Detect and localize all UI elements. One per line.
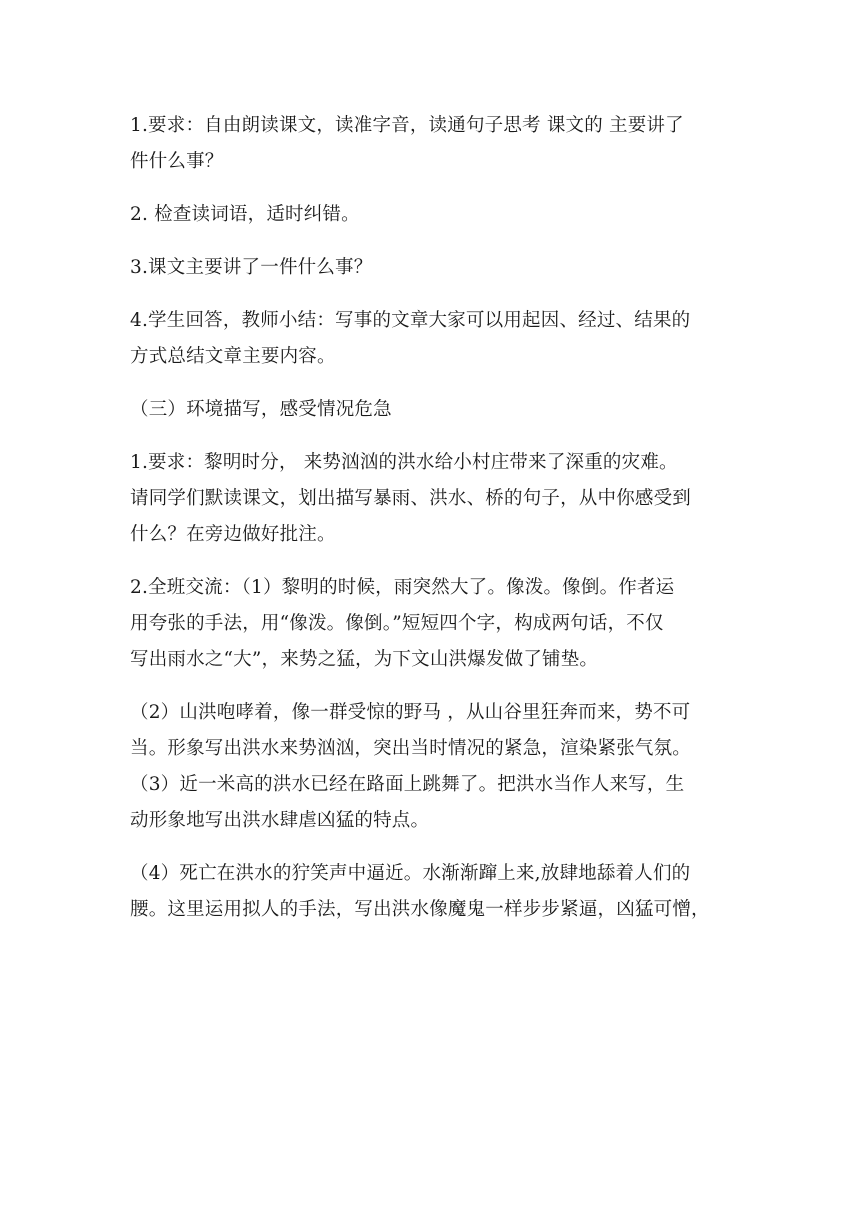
paragraph-silent-reading-task xyxy=(130,445,730,553)
text-line: 腰。这里运用拟人的手法，写出洪水像魔鬼一样步步紧逼，凶猛可憎， xyxy=(130,899,710,920)
text-line: 2. 检查读词语，适时纠错。 xyxy=(130,204,360,225)
text-line: 3.课文主要讲了一件什么事？ xyxy=(130,257,373,278)
text-line: 4.学生回答，教师小结：写事的文章大家可以用起因、经过、结果的 xyxy=(130,310,691,331)
text-line: 方式总结文章主要内容。 xyxy=(130,346,336,367)
text-line: （4）死亡在洪水的狞笑声中逼近。水渐渐蹿上来,放肆地舔着人们的 xyxy=(130,863,691,884)
text-line: （三）环境描写，感受情况危急 xyxy=(130,399,392,420)
text-line: 什么？在旁边做好批注。 xyxy=(130,524,336,545)
paragraph-class-discussion-1 xyxy=(130,570,730,678)
paragraph-teacher-summary xyxy=(130,303,730,375)
text-line: （3）近一米高的洪水已经在路面上跳舞了。把洪水当作人来写，生 xyxy=(130,774,685,795)
text-line: （2）山洪咆哮着，像一群受惊的野马 ，从山谷里狂奔而来，势不可 xyxy=(130,702,691,723)
text-line: 动形象地写出洪水肆虐凶猛的特点。 xyxy=(130,810,430,831)
text-line: 1.要求：自由朗读课文，读准字音，读通句子思考 课文的 主要讲了 xyxy=(130,115,684,136)
text-line: 用夸张的手法，用“像泼。像倒。”短短四个字，构成两句话，不仅 xyxy=(130,613,664,634)
text-line: 件什么事？ xyxy=(130,151,224,172)
text-line: 写出雨水之“大”，来势之猛，为下文山洪爆发做了铺垫。 xyxy=(130,649,599,670)
text-line: 请同学们默读课文，划出描写暴雨、洪水、桥的句子，从中你感受到 xyxy=(130,488,692,509)
paragraph-word-check xyxy=(130,197,730,233)
document-body xyxy=(130,108,730,928)
paragraph-main-event-question xyxy=(130,250,730,286)
paragraph-discussion-3 xyxy=(130,767,730,839)
paragraph-discussion-4 xyxy=(130,856,730,928)
section-heading-environment xyxy=(130,392,730,428)
text-line: 当。形象写出洪水来势汹汹，突出当时情况的紧急，渲染紧张气氛。 xyxy=(130,738,692,759)
text-line: 1.要求：黎明时分， 来势汹汹的洪水给小村庄带来了深重的灾难。 xyxy=(130,452,678,473)
paragraph-reading-requirement xyxy=(130,108,730,180)
paragraph-discussion-2 xyxy=(130,695,730,767)
text-line: 2.全班交流：（1）黎明的时候，雨突然大了。像泼。像倒。作者运 xyxy=(130,577,675,598)
